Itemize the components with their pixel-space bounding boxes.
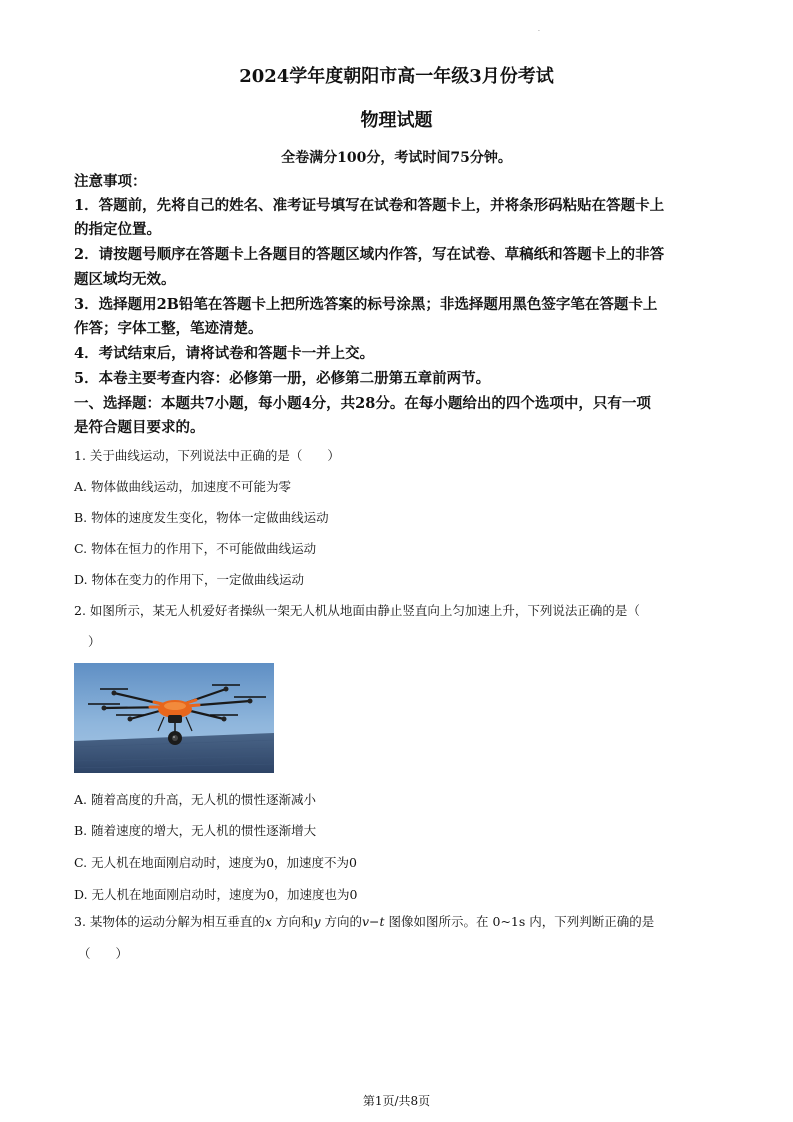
note-line: 题区域均无效。 (74, 271, 176, 288)
question-1-stem: 1. 关于曲线运动，下列说法中正确的是（ ） (74, 448, 340, 463)
note-line: 1．答题前，先将自己的姓名、准考证号填写在试卷和答题卡上，并将条形码粘贴在答题卡上 (74, 197, 665, 214)
score-info: 全卷满分100分，考试时间75分钟。 (281, 150, 512, 166)
note-line: 2．请按题号顺序在答题卡上各题目的答题区域内作答，写在试卷、草稿纸和答题卡上的非答 (74, 246, 665, 263)
q2-option-a: A. 随着高度的升高，无人机的惯性逐渐减小 (74, 792, 316, 807)
exam-title: 2024学年度朝阳市高一年级3月份考试 (239, 66, 554, 87)
question-3-stem (74, 913, 654, 931)
q2-option-b: B. 随着速度的增大，无人机的惯性逐渐增大 (74, 823, 317, 838)
q1-option-a: A. 物体做曲线运动，加速度不可能为零 (74, 479, 291, 494)
note-line: 5．本卷主要考查内容：必修第一册，必修第二册第五章前两节。 (74, 370, 491, 387)
var-v-t: v−t (362, 914, 385, 929)
var-x: x (264, 914, 272, 929)
question-2-stem-cont: ） (88, 634, 101, 649)
q3-stem-part: 图像如图所示。在 0~1s 内，下列判断正确的是 (384, 914, 655, 929)
note-line: 3．选择题用2B铅笔在答题卡上把所选答案的标号涂黑；非选择题用黑色签字笔在答题卡上 (74, 296, 658, 313)
q1-option-d: D. 物体在变力的作用下，一定做曲线运动 (74, 572, 305, 587)
note-line: 的指定位置。 (74, 221, 161, 238)
question-3-stem-cont: （ ） (78, 946, 129, 961)
q3-stem-part: 方向的 (320, 914, 362, 929)
q3-stem-part: 3. 某物体的运动分解为相互垂直的 (74, 914, 265, 929)
q2-option-c: C. 无人机在地面刚启动时，速度为0，加速度不为0 (74, 855, 357, 870)
q1-option-c: C. 物体在恒力的作用下，不可能做曲线运动 (74, 541, 317, 556)
drone-photo (74, 663, 274, 773)
var-y: y (313, 914, 321, 929)
q3-stem-part: 方向和 (271, 914, 314, 929)
question-2-stem: 2. 如图所示，某无人机爱好者操纵一架无人机从地面由静止竖直向上匀加速上升，下列说法正确的是（ (74, 603, 640, 618)
subject-title: 物理试题 (360, 110, 433, 131)
q2-option-d: D. 无人机在地面刚启动时，速度为0，加速度也为0 (74, 887, 358, 902)
note-line: 作答；字体工整，笔迹清楚。 (74, 320, 263, 337)
q1-option-b: B. 物体的速度发生变化，物体一定做曲线运动 (74, 510, 329, 525)
scan-dot: · (538, 28, 540, 35)
section-heading: 一、选择题：本题共7小题，每小题4分，共28分。在每小题给出的四个选项中，只有一项 (74, 395, 651, 412)
note-line: 4．考试结束后，请将试卷和答题卡一并上交。 (74, 345, 375, 362)
section-heading-cont: 是符合题目要求的。 (74, 419, 205, 436)
notes-heading: 注意事项： (74, 173, 147, 190)
page-number: 第1页/共8页 (362, 1094, 431, 1108)
